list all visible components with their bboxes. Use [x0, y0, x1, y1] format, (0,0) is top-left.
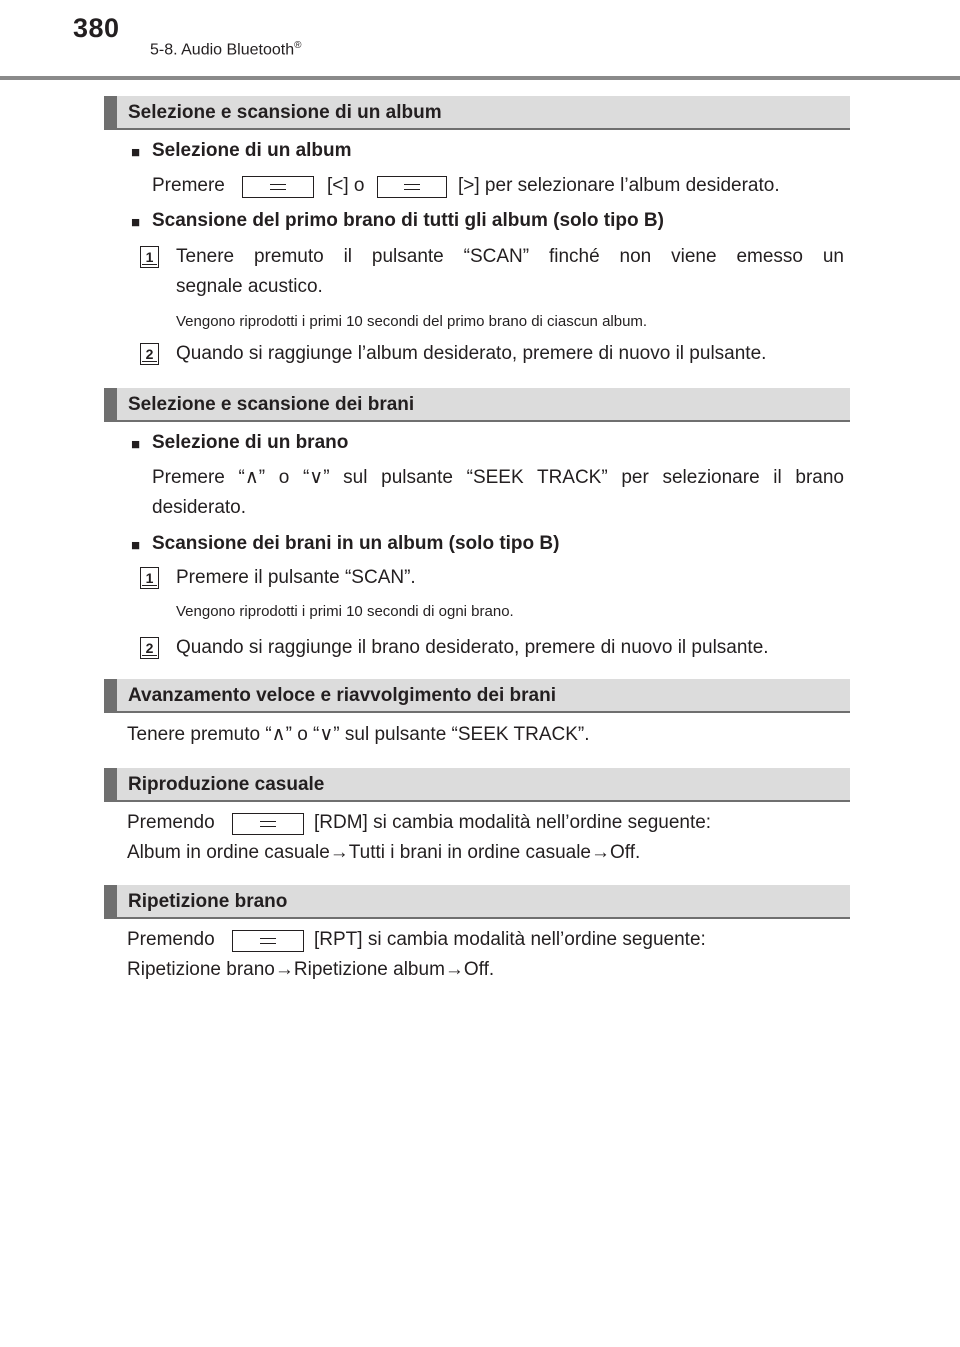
- random-line2: Album in ordine casuale→Tutti i brani in ordine casuale→Off.: [127, 842, 641, 863]
- next-button-icon: [377, 176, 447, 198]
- step-badge: 1: [140, 246, 159, 268]
- chapter-text: 5-8. Audio Bluetooth: [150, 41, 295, 59]
- section-heading-album: [104, 96, 850, 130]
- section-title: Selezione e scansione dei brani: [128, 394, 415, 415]
- album-select-post: [>] per selezionare l’album desiderato.: [458, 175, 780, 196]
- subheading-album-scan: Scansione del primo brano di tutti gli album (solo tipo B): [152, 210, 664, 231]
- section-heading-repeat: [104, 885, 850, 919]
- section-bar: [104, 768, 117, 800]
- page-header: [0, 0, 960, 80]
- rpt-button-icon: [232, 930, 304, 952]
- bullet-icon: ■: [131, 214, 141, 231]
- track-select-line1: Premere “∧” o “∨” sul pulsante “SEEK TRACK” per selezionare il brano: [152, 467, 844, 488]
- page-number: 380: [73, 13, 120, 43]
- random-line1-post: [RDM] si cambia modalità nell’ordine seguente:: [314, 812, 712, 833]
- section-title: Avanzamento veloce e riavvolgimento dei brani: [128, 685, 556, 706]
- bullet-icon: ■: [131, 537, 141, 554]
- track-select-line2: desiderato.: [152, 497, 247, 518]
- repeat-line1-pre: Premendo: [127, 929, 215, 950]
- section-title: Selezione e scansione di un album: [128, 102, 442, 123]
- section-bar: [104, 388, 117, 420]
- track-step1-text: Premere il pulsante “SCAN”.: [176, 567, 416, 588]
- album-step1-line2: segnale acustico.: [176, 276, 323, 297]
- section-bar: [104, 885, 117, 917]
- album-step1-note: Vengono riprodotti i primi 10 secondi del primo brano di ciascun album.: [176, 313, 648, 330]
- step-badge: 1: [140, 567, 159, 589]
- track-step1-note: Vengono riprodotti i primi 10 secondi di ogni brano.: [176, 603, 514, 620]
- random-line1-pre: Premendo: [127, 812, 215, 833]
- section-heading-fast: [104, 679, 850, 713]
- bullet-icon: ■: [131, 144, 141, 161]
- section-title: Ripetizione brano: [128, 891, 288, 912]
- registered-mark: ®: [294, 40, 302, 51]
- subheading-track-scan: Scansione dei brani in un album (solo tipo B): [152, 533, 560, 554]
- subheading-album-select: Selezione di un album: [152, 140, 352, 161]
- section-title: Riproduzione casuale: [128, 774, 325, 795]
- album-step1-line1: Tenere premuto il pulsante “SCAN” finché non viene emesso un: [176, 246, 844, 267]
- step-badge: 2: [140, 343, 159, 365]
- header-rule: [0, 76, 960, 80]
- repeat-line1-post: [RPT] si cambia modalità nell’ordine seguente:: [314, 929, 706, 950]
- repeat-line2: Ripetizione brano→Ripetizione album→Off.: [127, 959, 495, 980]
- bullet-icon: ■: [131, 436, 141, 453]
- chapter-title: [150, 40, 301, 59]
- section-bar: [104, 679, 117, 711]
- album-step2-text: Quando si raggiunge l’album desiderato, premere di nuovo il pulsante.: [176, 343, 767, 364]
- album-select-mid: [<] o: [327, 175, 365, 196]
- step-badge: 2: [140, 637, 159, 659]
- section-heading-tracks: [104, 388, 850, 422]
- rdm-button-icon: [232, 813, 304, 835]
- album-select-pre: Premere: [152, 175, 225, 196]
- prev-button-icon: [242, 176, 314, 198]
- section-bar: [104, 96, 117, 128]
- fast-text: Tenere premuto “∧” o “∨” sul pulsante “SEEK TRACK”.: [127, 724, 590, 745]
- section-heading-random: [104, 768, 850, 802]
- subheading-track-select: Selezione di un brano: [152, 432, 349, 453]
- track-step2-text: Quando si raggiunge il brano desiderato, premere di nuovo il pulsante.: [176, 637, 769, 658]
